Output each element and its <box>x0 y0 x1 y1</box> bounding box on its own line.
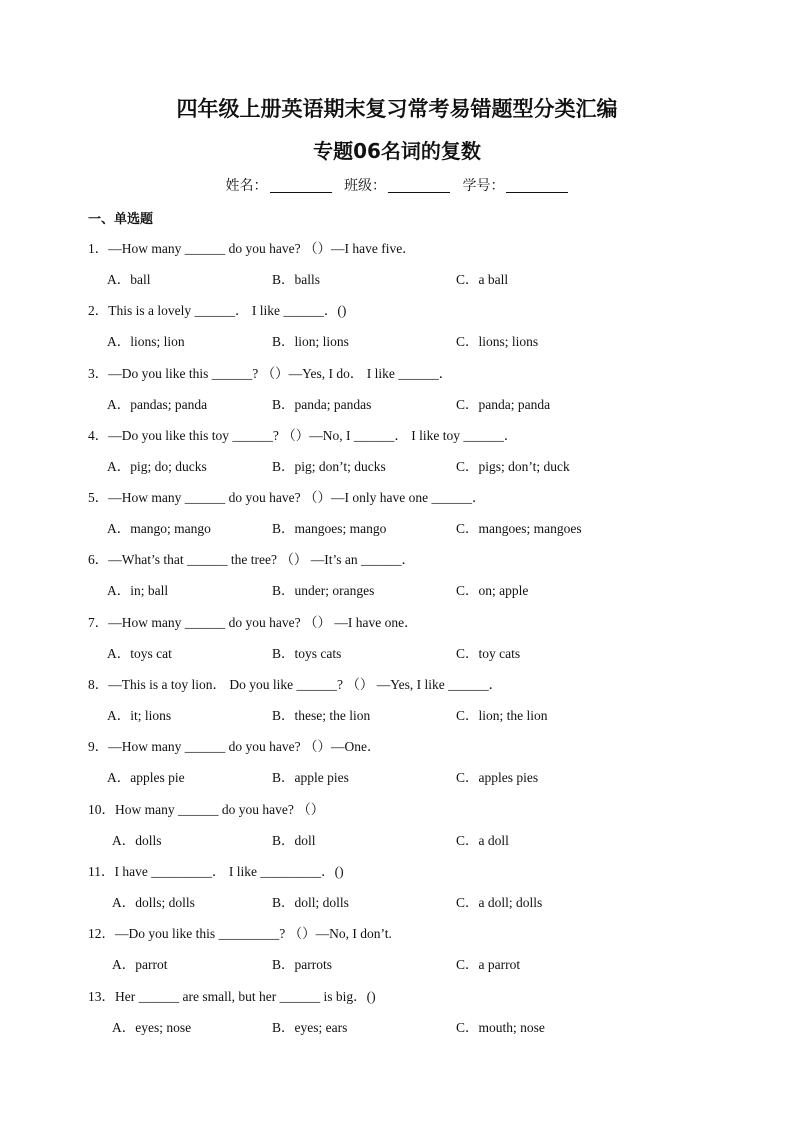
question-list <box>0 233 794 1043</box>
option-a[interactable]: A．apples pie <box>107 770 185 786</box>
question-item <box>0 295 794 357</box>
option-a[interactable]: A．toys cat <box>107 645 172 661</box>
question-stem: 8．—This is a toy lion． Do you like ______? （） —Yes, I like ______． <box>88 677 503 693</box>
question-stem: 10．How many ______ do you have? （） <box>88 801 325 817</box>
option-a[interactable]: A．in; ball <box>107 583 169 599</box>
option-c[interactable]: C．panda; panda <box>456 396 551 412</box>
option-b[interactable]: B．eyes; ears <box>272 1019 348 1035</box>
question-stem: 5．—How many ______ do you have? （）—I only have one ______． <box>88 490 486 506</box>
option-a[interactable]: A．lions; lion <box>107 334 185 350</box>
option-a[interactable]: A．dolls; dolls <box>112 894 195 910</box>
option-c[interactable]: C．a doll; dolls <box>456 894 543 910</box>
question-item <box>0 544 794 606</box>
question-stem: 7．—How many ______ do you have? （） —I have one． <box>88 614 418 630</box>
document-subtitle: 专题06名词的复数 <box>313 139 481 163</box>
question-stem: 11．I have _________． I like _________．() <box>88 863 344 879</box>
question-item <box>0 607 794 669</box>
student-info-line <box>0 175 794 195</box>
class-blank <box>388 178 450 193</box>
option-b[interactable]: B．pig; don’t; ducks <box>272 458 386 474</box>
option-c[interactable]: C．toy cats <box>456 645 521 661</box>
option-c[interactable]: C．mangoes; mangoes <box>456 521 582 537</box>
class-label: 班级： <box>344 178 386 194</box>
class-field <box>344 178 450 194</box>
question-stem: 1．—How many ______ do you have? （）—I have five． <box>88 241 416 256</box>
option-a[interactable]: A．mango; mango <box>107 521 211 537</box>
question-item <box>0 482 794 544</box>
option-b[interactable]: B．lion; lions <box>272 334 349 350</box>
option-b[interactable]: B．doll <box>272 832 316 848</box>
student-id-label: 学号： <box>462 178 505 194</box>
question-stem: 13．Her ______ are small, but her ______ is big．() <box>88 988 376 1004</box>
option-b[interactable]: B．panda; pandas <box>272 396 372 412</box>
question-item <box>0 420 794 482</box>
name-label: 姓名： <box>225 178 268 194</box>
option-a[interactable]: A．pandas; panda <box>107 396 208 412</box>
option-b[interactable]: B．balls <box>272 272 321 287</box>
section-heading: 一、单选题 <box>88 212 154 227</box>
option-a[interactable]: A．it; lions <box>107 708 172 724</box>
question-item <box>0 233 794 295</box>
option-a[interactable]: A．eyes; nose <box>112 1019 192 1035</box>
option-b[interactable]: B．under; oranges <box>272 583 375 599</box>
question-item <box>0 856 794 918</box>
question-stem: 2．This is a lovely ______． I like ______．() <box>88 303 347 319</box>
question-item <box>0 669 794 731</box>
question-item <box>0 731 794 793</box>
option-c[interactable]: C．mouth; nose <box>456 1019 545 1035</box>
student-id-blank <box>506 178 568 193</box>
option-b[interactable]: B．parrots <box>272 957 332 973</box>
option-c[interactable]: C．a ball <box>456 272 509 287</box>
question-stem: 9．—How many ______ do you have? （）—One． <box>88 739 381 755</box>
question-item <box>0 918 794 980</box>
option-c[interactable]: C．lions; lions <box>456 334 539 350</box>
option-a[interactable]: A．pig; do; ducks <box>107 458 207 474</box>
question-stem: 4．—Do you like this toy ______? （）—No, I ______． I like toy ______． <box>88 427 518 443</box>
question-stem: 3．—Do you like this ______? （）—Yes, I do． I like ______． <box>88 365 453 381</box>
name-field <box>226 178 332 194</box>
student-id-field <box>462 178 568 194</box>
option-c[interactable]: C．lion; the lion <box>456 708 548 724</box>
option-b[interactable]: B．these; the lion <box>272 708 371 724</box>
option-c[interactable]: C．pigs; don’t; duck <box>456 458 570 474</box>
question-item <box>0 358 794 420</box>
document-title: 四年级上册英语期末复习常考易错题型分类汇编 <box>176 97 618 121</box>
option-c[interactable]: C．a parrot <box>456 957 521 973</box>
option-b[interactable]: B．apple pies <box>272 770 349 786</box>
option-c[interactable]: C．a doll <box>456 832 509 848</box>
option-c[interactable]: C．on; apple <box>456 583 529 599</box>
question-item <box>0 981 794 1043</box>
question-stem: 6．—What’s that ______ the tree? （） —It’s an ______． <box>88 552 415 568</box>
option-a[interactable]: A．dolls <box>112 832 162 848</box>
option-b[interactable]: B．doll; dolls <box>272 894 349 910</box>
question-stem: 12．—Do you like this _________? （）—No, I don’t. <box>88 926 392 942</box>
question-item <box>0 794 794 856</box>
option-a[interactable]: A．parrot <box>112 957 168 973</box>
name-blank <box>270 178 332 193</box>
option-c[interactable]: C．apples pies <box>456 770 539 786</box>
option-b[interactable]: B．mangoes; mango <box>272 521 387 537</box>
option-b[interactable]: B．toys cats <box>272 645 342 661</box>
option-a[interactable]: A．ball <box>107 272 151 287</box>
